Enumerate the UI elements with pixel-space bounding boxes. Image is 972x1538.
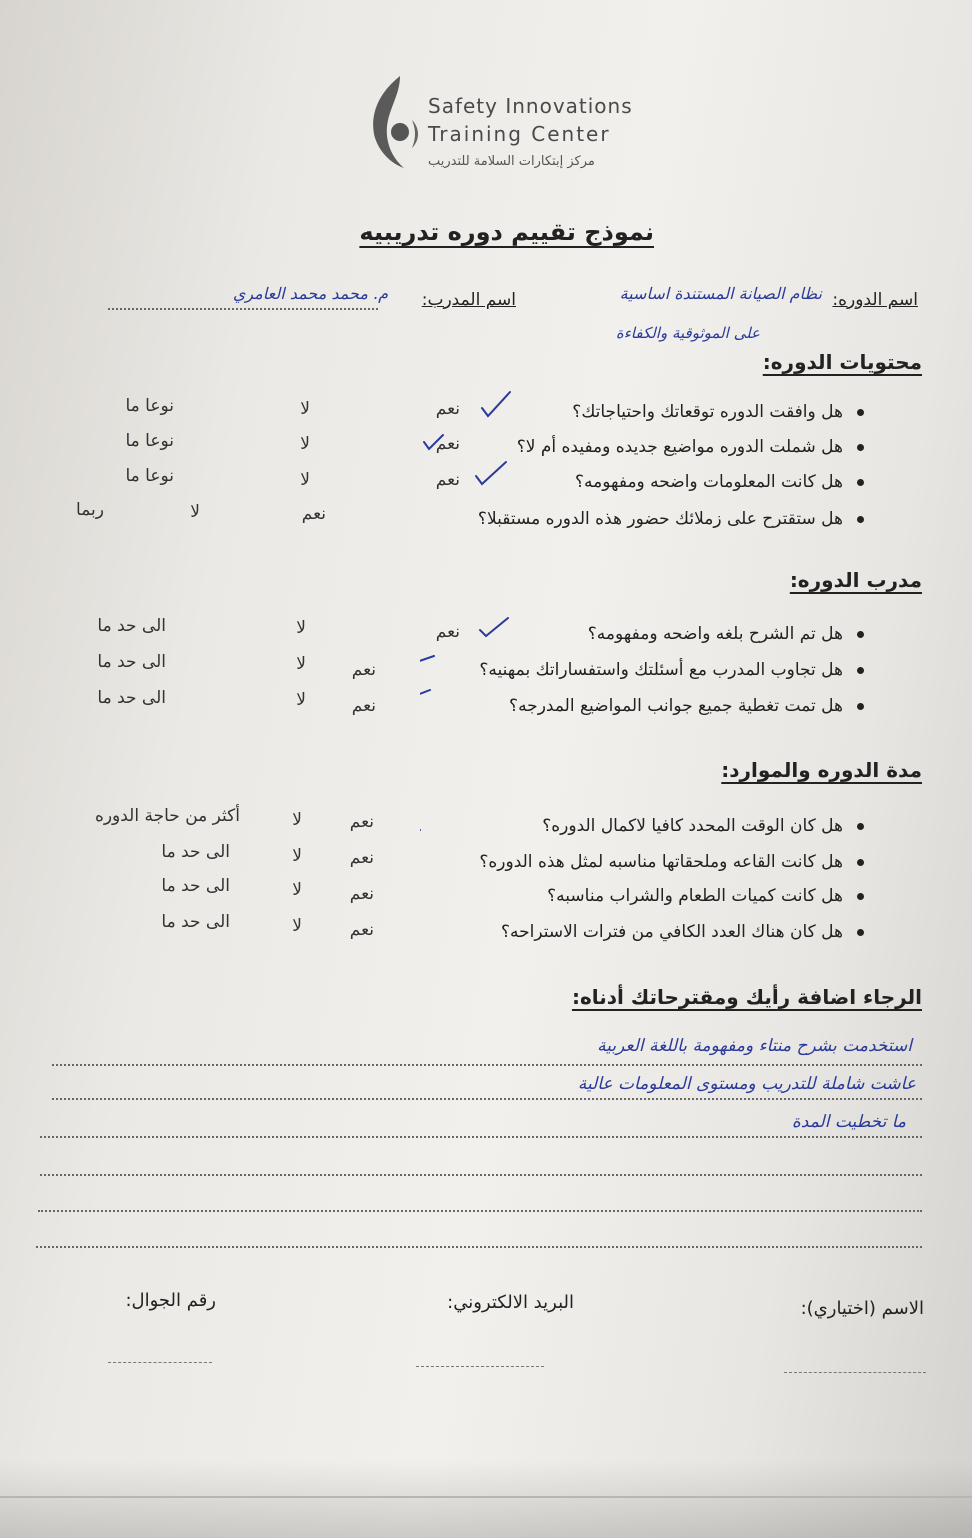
course-name-value-2: على الموثوقية والكفاءة [615, 324, 760, 342]
checkmark-icon [420, 656, 434, 672]
answer-other[interactable]: نوعا ما [125, 396, 174, 416]
answer-yes[interactable]: نعم [301, 504, 326, 524]
answer-other[interactable]: الى حد ما [161, 912, 230, 932]
section-comments-heading: الرجاء اضافة رأيك ومقترحاتك أدناه: [571, 985, 922, 1009]
question-t1: هل تم الشرح بلغه واضحه ومفهومه؟ [588, 624, 864, 644]
trainer-name-label: اسم المدرب: [421, 290, 516, 310]
comment-line-1 [52, 1064, 922, 1066]
answer-no[interactable]: لا [292, 880, 302, 900]
question-c1: هل وافقت الدوره توقعاتك واحتياجاتك؟ [572, 402, 864, 422]
answer-yes[interactable]: نعم [435, 470, 460, 490]
answer-yes[interactable]: نعم [349, 812, 374, 832]
paper-edge [0, 1496, 972, 1498]
answer-other[interactable]: الى حد ما [97, 688, 166, 708]
question-d4: هل كان هناك العدد الكافي من فترات الاستراحه؟ [501, 922, 864, 942]
answer-yes[interactable]: نعم [349, 884, 374, 904]
answer-other[interactable]: نوعا ما [125, 431, 174, 451]
comment-line-5 [38, 1210, 922, 1212]
logo-text-arabic: مركز إبتكارات السلامة للتدريب [428, 154, 595, 169]
answer-other[interactable]: نوعا ما [125, 466, 174, 486]
section-contents-heading: محتويات الدوره: [762, 350, 922, 374]
answer-other[interactable]: الى حد ما [161, 876, 230, 896]
comment-line-3 [40, 1136, 922, 1138]
logo-text-line2: Training Center [428, 122, 611, 146]
answer-no[interactable]: لا [296, 654, 306, 674]
answer-yes[interactable]: نعم [351, 660, 376, 680]
comment-line-4 [40, 1174, 922, 1176]
company-logo [360, 72, 660, 182]
trainer-name-line [108, 308, 378, 310]
question-d1: هل كان الوقت المحدد كافيا لاكمال الدوره؟ [542, 816, 864, 836]
answer-yes[interactable]: نعم [349, 848, 374, 868]
answer-yes[interactable]: نعم [351, 696, 376, 716]
question-c2: هل شملت الدوره مواضيع جديده ومفيده أم لا؟ [517, 437, 864, 457]
answer-other[interactable]: الى حد ما [97, 616, 166, 636]
question-d3: هل كانت كميات الطعام والشراب مناسبه؟ [547, 886, 864, 906]
comment-handwriting-1: استخدمت بشرح منتاء ومفهومة باللغة العربية [597, 1036, 912, 1056]
logo-text-line1: Safety Innovations [428, 94, 633, 118]
answer-no[interactable]: لا [296, 618, 306, 638]
comment-handwriting-3: ما تخطيت المدة [791, 1112, 906, 1132]
checkmark-icon [476, 462, 506, 484]
email-field[interactable] [416, 1366, 544, 1367]
answer-other[interactable]: الى حد ما [97, 652, 166, 672]
phone-field[interactable] [108, 1362, 212, 1363]
question-t2: هل تجاوب المدرب مع أسئلتك واستفساراتك بمهنيه؟ [479, 660, 864, 680]
checkmark-icon [480, 618, 508, 636]
name-field[interactable] [784, 1372, 926, 1373]
logo-icon [360, 72, 424, 172]
section-duration-heading: مدة الدوره والموارد: [721, 758, 922, 782]
checkmarks-layer [420, 380, 972, 940]
answer-yes[interactable]: نعم [435, 399, 460, 419]
phone-label: رقم الجوال: [125, 1290, 216, 1311]
answer-yes[interactable]: نعم [435, 434, 460, 454]
answer-no[interactable]: لا [292, 846, 302, 866]
answer-no[interactable]: لا [300, 470, 310, 490]
answer-no[interactable]: لا [300, 434, 310, 454]
checkmark-icon [424, 435, 443, 449]
answer-other[interactable]: الى حد ما [161, 842, 230, 862]
trainer-name-value: م. محمد محمد العامري [232, 284, 388, 303]
email-label: البريد الالكتروني: [447, 1292, 574, 1313]
answer-no[interactable]: لا [190, 502, 200, 522]
answer-no[interactable]: لا [296, 690, 306, 710]
answer-other[interactable]: أكثر من حاجة الدوره [94, 806, 240, 826]
answer-no[interactable]: لا [292, 916, 302, 936]
question-c3: هل كانت المعلومات واضحه ومفهومه؟ [575, 472, 864, 492]
table-shadow [0, 1460, 972, 1538]
comment-handwriting-2: عاشت شاملة للتدريب ومستوى المعلومات عالية [577, 1074, 916, 1094]
form-title: نموذج تقييم دوره تدريبيه [359, 218, 654, 246]
course-name-value: نظام الصيانة المستندة اساسية [619, 284, 822, 303]
answer-yes[interactable]: نعم [435, 622, 460, 642]
course-name-label: اسم الدوره: [832, 290, 918, 310]
name-label: الاسم (اختياري): [800, 1298, 924, 1319]
question-d2: هل كانت القاعه وملحقاتها مناسبه لمثل هذه الدوره؟ [479, 852, 864, 872]
question-c4: هل ستقترح على زملائك حضور هذه الدوره مستقبلا؟ [478, 509, 864, 529]
comment-line-6 [36, 1246, 922, 1248]
comment-line-2 [52, 1098, 922, 1100]
checkmark-icon [482, 392, 510, 416]
section-trainer-heading: مدرب الدوره: [789, 568, 922, 592]
question-t3: هل تمت تغطية جميع جوانب المواضيع المدرجه؟ [509, 696, 864, 716]
answer-no[interactable]: لا [292, 810, 302, 830]
answer-yes[interactable]: نعم [349, 920, 374, 940]
answer-no[interactable]: لا [300, 399, 310, 419]
answer-other[interactable]: ربما [76, 500, 104, 520]
checkmark-icon [420, 690, 430, 706]
